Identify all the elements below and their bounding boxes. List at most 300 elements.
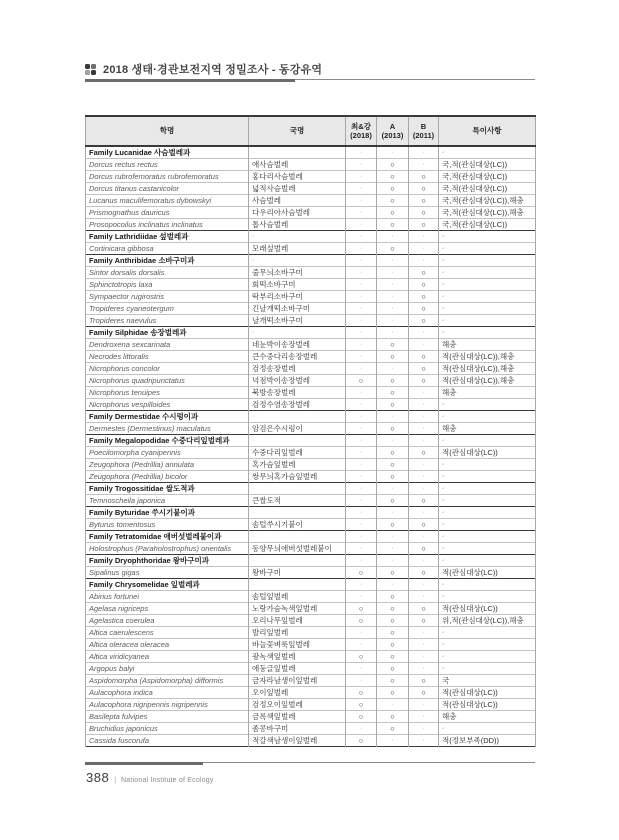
survey-mark-cell: ·: [409, 243, 439, 255]
survey-mark-cell: ·: [346, 531, 377, 543]
survey-mark-cell: ·: [409, 231, 439, 243]
korean-name-cell: 톱사슴벌레: [249, 219, 346, 231]
survey-mark-cell: ·: [409, 531, 439, 543]
survey-mark-cell: ○: [409, 363, 439, 375]
korean-name-cell: ·: [249, 555, 346, 567]
survey-mark-cell: ·: [346, 447, 377, 459]
korean-name-cell: 동양무늬애버섯벌레붙이: [249, 543, 346, 555]
species-row: [86, 459, 536, 471]
note-cell: ·: [439, 315, 536, 327]
survey-mark-cell: ○: [377, 459, 409, 471]
note-cell: ·: [439, 555, 536, 567]
species-row: [86, 711, 536, 723]
korean-name-cell: 회떡소바구미: [249, 279, 346, 291]
survey-mark-cell: ·: [409, 399, 439, 411]
survey-mark-cell: ○: [409, 315, 439, 327]
survey-mark-cell: ·: [377, 327, 409, 339]
survey-mark-cell: ○: [377, 195, 409, 207]
survey-mark-cell: ·: [377, 291, 409, 303]
survey-mark-cell: ·: [346, 435, 377, 447]
korean-name-cell: 딱부리소바구미: [249, 291, 346, 303]
survey-mark-cell: ·: [377, 699, 409, 711]
survey-mark-cell: ·: [409, 255, 439, 267]
survey-mark-cell: ○: [377, 183, 409, 195]
korean-name-cell: 사슴벌레: [249, 195, 346, 207]
note-cell: ·: [439, 495, 536, 507]
note-cell: ·: [439, 639, 536, 651]
korean-name-cell: 오리나무잎벌레: [249, 615, 346, 627]
family-label: Family Tetratomidae 애버섯벌레붙이과: [86, 531, 249, 543]
scientific-name-cell: Dermestes (Dermestinus) maculatus: [86, 423, 249, 435]
survey-mark-cell: ·: [409, 639, 439, 651]
family-label: Family Anthribidae 소바구미과: [86, 255, 249, 267]
survey-mark-cell: ○: [409, 495, 439, 507]
note-cell: ·: [439, 243, 536, 255]
survey-mark-cell: ·: [346, 423, 377, 435]
survey-mark-cell: ·: [409, 483, 439, 495]
survey-mark-cell: ·: [346, 459, 377, 471]
note-cell: 해충: [439, 339, 536, 351]
survey-mark-cell: ○: [409, 447, 439, 459]
page-footer: [86, 770, 214, 785]
note-cell: 적(정보부족(DD)): [439, 735, 536, 747]
survey-mark-cell: ○: [377, 159, 409, 171]
scientific-name-cell: Altica caerulescens: [86, 627, 249, 639]
family-label: Family Megalopodidae 수중다리잎벌레과: [86, 435, 249, 447]
scientific-name-cell: Tropideres naevulus: [86, 315, 249, 327]
survey-mark-cell: ·: [377, 483, 409, 495]
col-label: 학명: [159, 126, 175, 136]
survey-mark-cell: ·: [346, 183, 377, 195]
species-row: [86, 543, 536, 555]
scientific-name-cell: Agelasa nigriceps: [86, 603, 249, 615]
note-cell: ·: [439, 663, 536, 675]
scientific-name-cell: Sphinctotropis laxa: [86, 279, 249, 291]
species-row: [86, 279, 536, 291]
note-cell: ·: [439, 591, 536, 603]
species-row: [86, 243, 536, 255]
survey-mark-cell: ○: [409, 183, 439, 195]
survey-mark-cell: ○: [377, 723, 409, 735]
survey-mark-cell: ·: [377, 531, 409, 543]
survey-mark-cell: ·: [346, 663, 377, 675]
survey-mark-cell: ○: [377, 663, 409, 675]
survey-mark-cell: ○: [409, 687, 439, 699]
korean-name-cell: 북방송장벌레: [249, 387, 346, 399]
col-label: B: [420, 121, 427, 131]
species-row: [86, 399, 536, 411]
family-row: [86, 255, 536, 267]
korean-name-cell: 금록색잎벌레: [249, 711, 346, 723]
survey-mark-cell: ○: [409, 291, 439, 303]
survey-mark-cell: ○: [377, 399, 409, 411]
species-row: [86, 627, 536, 639]
col-sub-label: (2013): [381, 131, 404, 140]
survey-mark-cell: ·: [346, 243, 377, 255]
note-cell: ·: [439, 291, 536, 303]
family-label: Family Lathridiidae 섶벌레과: [86, 231, 249, 243]
species-row: [86, 219, 536, 231]
note-cell: ·: [439, 627, 536, 639]
species-row: [86, 291, 536, 303]
note-cell: 해충: [439, 711, 536, 723]
survey-mark-cell: ·: [409, 579, 439, 591]
survey-mark-cell: ○: [409, 267, 439, 279]
survey-mark-cell: ○: [377, 627, 409, 639]
note-cell: ·: [439, 543, 536, 555]
note-cell: ·: [439, 303, 536, 315]
survey-mark-cell: ○: [346, 711, 377, 723]
scientific-name-cell: Aulacophora nigripennis nigripennis: [86, 699, 249, 711]
header-row: [86, 116, 536, 146]
survey-mark-cell: ·: [346, 339, 377, 351]
survey-mark-cell: ·: [346, 315, 377, 327]
note-cell: ·: [439, 579, 536, 591]
note-cell: 국,적(관심대상(LC)),해충: [439, 207, 536, 219]
korean-name-cell: ·: [249, 146, 346, 159]
survey-mark-cell: ·: [346, 291, 377, 303]
survey-mark-cell: ·: [409, 387, 439, 399]
species-row: [86, 447, 536, 459]
note-cell: ·: [439, 146, 536, 159]
korean-name-cell: 검정송장벌레: [249, 363, 346, 375]
survey-mark-cell: ·: [346, 159, 377, 171]
survey-mark-cell: ·: [409, 699, 439, 711]
section-marker-icon: [85, 64, 96, 75]
species-row: [86, 363, 536, 375]
survey-mark-cell: ·: [346, 351, 377, 363]
korean-name-cell: 솜털쑤시기붙이: [249, 519, 346, 531]
survey-mark-cell: ·: [346, 495, 377, 507]
survey-mark-cell: ·: [377, 555, 409, 567]
footer-rule-thick: [85, 762, 203, 765]
scientific-name-cell: Nicrophorus concolor: [86, 363, 249, 375]
survey-mark-cell: ·: [346, 411, 377, 423]
survey-mark-cell: ○: [346, 567, 377, 579]
korean-name-cell: 발리잎벌레: [249, 627, 346, 639]
survey-mark-cell: ·: [377, 255, 409, 267]
survey-mark-cell: ·: [346, 171, 377, 183]
scientific-name-cell: Sipalinus gigas: [86, 567, 249, 579]
family-label: Family Dryophthoridae 왕바구미과: [86, 555, 249, 567]
col-label: 특이사항: [472, 126, 502, 136]
note-cell: ·: [439, 507, 536, 519]
note-cell: ·: [439, 531, 536, 543]
korean-name-cell: ·: [249, 507, 346, 519]
scientific-name-cell: Abirius fortunei: [86, 591, 249, 603]
species-row: [86, 687, 536, 699]
family-row: [86, 507, 536, 519]
survey-mark-cell: ○: [346, 615, 377, 627]
survey-mark-cell: ·: [346, 255, 377, 267]
korean-name-cell: ·: [249, 435, 346, 447]
note-cell: 적(관심대상(LC)),해충: [439, 351, 536, 363]
scientific-name-cell: Dorcus rubrofemoratus rubrofemoratus: [86, 171, 249, 183]
species-row: [86, 351, 536, 363]
korean-name-cell: 금자라남생이잎벌레: [249, 675, 346, 687]
survey-mark-cell: ·: [346, 146, 377, 159]
korean-name-cell: 큰쌀도적: [249, 495, 346, 507]
survey-mark-cell: ○: [409, 603, 439, 615]
survey-mark-cell: ○: [377, 387, 409, 399]
note-cell: 적(관심대상(LC)): [439, 447, 536, 459]
scientific-name-cell: Argopus balyi: [86, 663, 249, 675]
header-rule: [85, 79, 535, 82]
korean-name-cell: 수중다리잎벌레: [249, 447, 346, 459]
scientific-name-cell: Aulacophora indica: [86, 687, 249, 699]
species-row: [86, 519, 536, 531]
family-row: [86, 146, 536, 159]
species-row: [86, 471, 536, 483]
note-cell: 적(관심대상(LC)): [439, 567, 536, 579]
survey-mark-cell: ·: [377, 146, 409, 159]
survey-mark-cell: ○: [409, 219, 439, 231]
survey-mark-cell: ·: [409, 591, 439, 603]
family-label: Family Lucanidae 사슴벌레과: [86, 146, 249, 159]
scientific-name-cell: Aspidomorpha (Aspidomorpha) difformis: [86, 675, 249, 687]
korean-name-cell: 노랑가슴녹색잎벌레: [249, 603, 346, 615]
family-row: [86, 231, 536, 243]
col-survey-2018: [346, 116, 377, 146]
survey-mark-cell: ·: [409, 146, 439, 159]
species-row: [86, 315, 536, 327]
species-row: [86, 663, 536, 675]
survey-mark-cell: ·: [409, 411, 439, 423]
species-row: [86, 723, 536, 735]
scientific-name-cell: Dorcus titanus castanicolor: [86, 183, 249, 195]
korean-name-cell: 암검은수시렁이: [249, 423, 346, 435]
korean-name-cell: 검정수염송장벌레: [249, 399, 346, 411]
survey-mark-cell: ·: [377, 543, 409, 555]
header-rule-thick: [85, 79, 295, 82]
korean-name-cell: 적갈색남생이잎벌레: [249, 735, 346, 747]
species-row: [86, 699, 536, 711]
survey-mark-cell: ○: [377, 351, 409, 363]
survey-mark-cell: ○: [377, 219, 409, 231]
species-row: [86, 639, 536, 651]
scientific-name-cell: Prismognathus dauricus: [86, 207, 249, 219]
korean-name-cell: 혹가슴잎벌레: [249, 459, 346, 471]
survey-mark-cell: ○: [346, 603, 377, 615]
korean-name-cell: 쌍무늬혹가슴잎벌레: [249, 471, 346, 483]
family-label: Family Chrysomelidae 잎벌레과: [86, 579, 249, 591]
note-cell: 적(관심대상(LC)): [439, 687, 536, 699]
species-row: [86, 183, 536, 195]
family-row: [86, 579, 536, 591]
survey-mark-cell: ○: [377, 423, 409, 435]
survey-mark-cell: ·: [409, 651, 439, 663]
species-row: [86, 387, 536, 399]
scientific-name-cell: Nicrophorus quadripunctatus: [86, 375, 249, 387]
survey-mark-cell: ·: [346, 675, 377, 687]
species-row: [86, 195, 536, 207]
korean-name-cell: ·: [249, 255, 346, 267]
survey-mark-cell: ·: [346, 279, 377, 291]
survey-mark-cell: ·: [377, 579, 409, 591]
col-korean-name: [249, 116, 346, 146]
note-cell: ·: [439, 267, 536, 279]
note-cell: ·: [439, 231, 536, 243]
note-cell: ·: [439, 399, 536, 411]
survey-mark-cell: ·: [346, 471, 377, 483]
korean-name-cell: ·: [249, 579, 346, 591]
korean-name-cell: ·: [249, 531, 346, 543]
publisher-name: National Institute of Ecology: [121, 777, 214, 784]
survey-mark-cell: ○: [377, 447, 409, 459]
korean-name-cell: 애둥글잎벌레: [249, 663, 346, 675]
species-row: [86, 303, 536, 315]
survey-mark-cell: ·: [409, 663, 439, 675]
note-cell: 적(관심대상(LC)): [439, 699, 536, 711]
survey-mark-cell: ○: [377, 243, 409, 255]
survey-mark-cell: ○: [409, 171, 439, 183]
survey-mark-cell: ○: [409, 303, 439, 315]
note-cell: 국,적(관심대상(LC)),해충: [439, 195, 536, 207]
survey-mark-cell: ·: [346, 519, 377, 531]
scientific-name-cell: Sympaector rugirostris: [86, 291, 249, 303]
scientific-name-cell: Zeugophora (Pedrillia) bicolor: [86, 471, 249, 483]
footer-rule: [85, 762, 535, 765]
family-row: [86, 555, 536, 567]
survey-mark-cell: ○: [377, 495, 409, 507]
note-cell: 국: [439, 675, 536, 687]
col-survey-2011: [409, 116, 439, 146]
survey-mark-cell: ·: [346, 327, 377, 339]
scientific-name-cell: Byturus tomentosus: [86, 519, 249, 531]
scientific-name-cell: Tropideres cyaneotergum: [86, 303, 249, 315]
korean-name-cell: 왕바구미: [249, 567, 346, 579]
korean-name-cell: 줄무늬소바구미: [249, 267, 346, 279]
family-label: Family Dermestidae 수시렁이과: [86, 411, 249, 423]
survey-mark-cell: ○: [377, 375, 409, 387]
scientific-name-cell: Nicrophorus tenuipes: [86, 387, 249, 399]
family-label: Family Trogossitidae 쌀도적과: [86, 483, 249, 495]
scientific-name-cell: Temnoscheila japonica: [86, 495, 249, 507]
survey-mark-cell: ○: [346, 687, 377, 699]
survey-mark-cell: ·: [409, 435, 439, 447]
survey-mark-cell: ·: [409, 327, 439, 339]
survey-mark-cell: ·: [409, 471, 439, 483]
note-cell: ·: [439, 723, 536, 735]
scientific-name-cell: Bruchidius japonicus: [86, 723, 249, 735]
scientific-name-cell: Altica viridicyanea: [86, 651, 249, 663]
survey-mark-cell: ○: [409, 195, 439, 207]
survey-mark-cell: ○: [409, 279, 439, 291]
note-cell: ·: [439, 255, 536, 267]
col-label: A: [389, 121, 396, 131]
korean-name-cell: 넉점박이송장벌레: [249, 375, 346, 387]
korean-name-cell: 모래섶벌레: [249, 243, 346, 255]
survey-mark-cell: ○: [409, 543, 439, 555]
survey-mark-cell: ○: [409, 207, 439, 219]
survey-mark-cell: ·: [346, 387, 377, 399]
scientific-name-cell: Basilepta fulvipes: [86, 711, 249, 723]
note-cell: 적(관심대상(LC)),해충: [439, 363, 536, 375]
korean-name-cell: 오이잎벌레: [249, 687, 346, 699]
note-cell: 국,적(관심대상(LC)): [439, 171, 536, 183]
report-title: 2018 생태·경관보전지역 정밀조사 - 동강유역: [103, 64, 323, 76]
footer-separator: |: [114, 777, 117, 784]
species-row: [86, 603, 536, 615]
survey-mark-cell: ·: [346, 543, 377, 555]
scientific-name-cell: Lucanus maculifemoratus dybowskyi: [86, 195, 249, 207]
note-cell: 해충: [439, 387, 536, 399]
species-table: [85, 115, 536, 747]
survey-mark-cell: ·: [346, 639, 377, 651]
korean-name-cell: 광녹색잎벌레: [249, 651, 346, 663]
survey-mark-cell: ·: [346, 579, 377, 591]
col-sub-label: (2018): [350, 131, 372, 140]
survey-mark-cell: ○: [377, 687, 409, 699]
survey-mark-cell: ○: [409, 567, 439, 579]
survey-mark-cell: ·: [346, 303, 377, 315]
note-cell: 국,적(관심대상(LC)): [439, 219, 536, 231]
survey-mark-cell: ·: [377, 267, 409, 279]
korean-name-cell: 바늘꽃벼룩잎벌레: [249, 639, 346, 651]
scientific-name-cell: Dendroxena sexcarinata: [86, 339, 249, 351]
korean-name-cell: 솜털잎벌레: [249, 591, 346, 603]
species-row: [86, 375, 536, 387]
survey-mark-cell: ·: [409, 723, 439, 735]
survey-mark-cell: ○: [346, 699, 377, 711]
scientific-name-cell: Cortinicara gibbosa: [86, 243, 249, 255]
korean-name-cell: 긴날개떡소바구미: [249, 303, 346, 315]
note-cell: ·: [439, 651, 536, 663]
species-row: [86, 495, 536, 507]
survey-mark-cell: ○: [409, 351, 439, 363]
korean-name-cell: ·: [249, 231, 346, 243]
col-survey-2013: [377, 116, 409, 146]
survey-mark-cell: ·: [409, 711, 439, 723]
note-cell: 해충: [439, 423, 536, 435]
survey-mark-cell: ·: [377, 411, 409, 423]
species-row: [86, 267, 536, 279]
species-row: [86, 567, 536, 579]
scientific-name-cell: Sintor dorsalis dorsalis: [86, 267, 249, 279]
survey-mark-cell: ·: [409, 459, 439, 471]
survey-mark-cell: ·: [377, 279, 409, 291]
survey-mark-cell: ·: [346, 399, 377, 411]
report-header: [85, 61, 322, 77]
survey-mark-cell: ○: [409, 675, 439, 687]
note-cell: ·: [439, 471, 536, 483]
species-row: [86, 735, 536, 747]
col-label: 최&강: [351, 121, 371, 131]
scientific-name-cell: Poecilomorpha cyanipennis: [86, 447, 249, 459]
survey-mark-cell: ·: [346, 219, 377, 231]
scientific-name-cell: Cassida fuscorufa: [86, 735, 249, 747]
col-notes: [439, 116, 536, 146]
col-scientific-name: [86, 116, 249, 146]
note-cell: ·: [439, 519, 536, 531]
survey-mark-cell: ·: [346, 195, 377, 207]
survey-mark-cell: ○: [377, 591, 409, 603]
survey-mark-cell: ·: [409, 159, 439, 171]
survey-mark-cell: ·: [377, 303, 409, 315]
note-cell: ·: [439, 279, 536, 291]
survey-mark-cell: ·: [409, 507, 439, 519]
survey-mark-cell: ·: [377, 231, 409, 243]
scientific-name-cell: Agelastica coerulea: [86, 615, 249, 627]
note-cell: ·: [439, 411, 536, 423]
species-row: [86, 171, 536, 183]
survey-mark-cell: ○: [377, 171, 409, 183]
survey-mark-cell: ○: [377, 651, 409, 663]
species-row: [86, 159, 536, 171]
family-row: [86, 531, 536, 543]
family-label: Family Byturidae 쑤시기붙이과: [86, 507, 249, 519]
survey-mark-cell: ○: [377, 519, 409, 531]
